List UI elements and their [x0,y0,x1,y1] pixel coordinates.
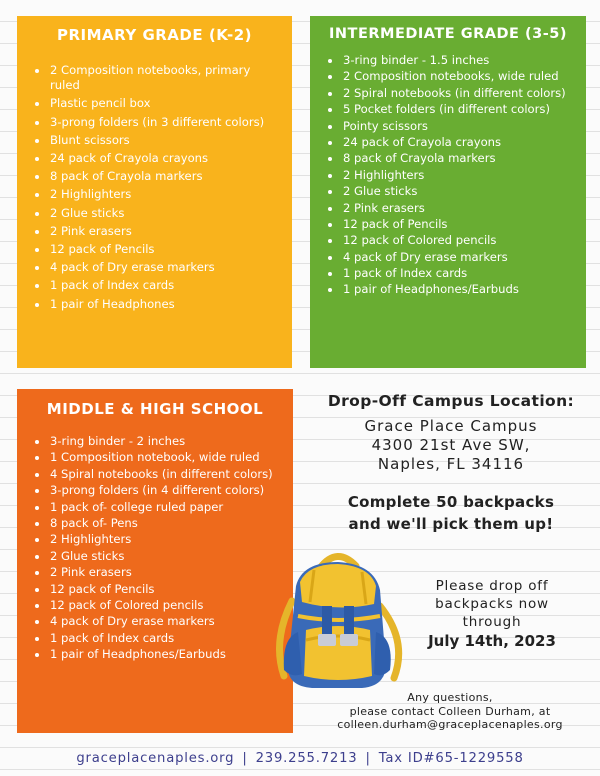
supply-list-item: 2 Pink erasers [31,224,278,239]
dropoff-deadline: July 14th, 2023 [428,632,556,650]
supply-list-item: 2 Highlighters [31,187,278,202]
contact-email: colleen.durham@graceplacenaples.org [337,718,563,731]
backpack-icon [262,546,412,696]
supply-list-item: 2 Glue sticks [31,206,278,221]
supply-list-item: 1 pack of Index cards [324,266,576,281]
intermediate-supply-list [310,53,586,298]
supply-list-item: Blunt scissors [31,133,278,148]
supply-list-item: 2 Glue sticks [324,184,576,199]
please-line-1: Please drop off [435,578,549,594]
supply-list-item: 1 pack of- college ruled paper [31,500,283,515]
supply-list-item: 24 pack of Crayola crayons [31,151,278,166]
complete-line-2: and we'll pick them up! [348,515,554,533]
questions-line-1: Any questions, [407,691,493,704]
tax-id: Tax ID#65-1229558 [378,751,524,766]
supply-list-item: Plastic pencil box [31,96,278,111]
campus-name: Grace Place Campus [364,417,538,435]
supply-list-item: 1 pair of Headphones/Earbuds [324,282,576,297]
please-line-2: backpacks now [435,596,549,612]
contact-info [300,691,600,732]
supply-list-item: 8 pack of Crayola markers [31,169,278,184]
phone-number[interactable]: 239.255.7213 [255,751,358,766]
supply-list-item: 3-prong folders (in 4 different colors) [31,483,283,498]
middle-high-school-panel [17,389,293,733]
supply-list-item: 12 pack of Colored pencils [31,598,283,613]
footer-separator: | [365,751,371,766]
questions-line-2: please contact Colleen Durham, at [349,704,551,718]
footer-separator: | [242,751,248,766]
supply-list-item: 4 pack of Dry erase markers [31,614,283,629]
supply-list-item: 1 pack of Index cards [31,278,278,293]
supply-list-item: 1 Composition notebook, wide ruled [31,450,283,465]
dropoff-instructions [412,577,572,631]
supply-list-item: 12 pack of Pencils [31,582,283,597]
primary-supply-list [17,63,292,312]
supply-list-item: 12 pack of Colored pencils [324,233,576,248]
website-link[interactable]: graceplacenaples.org [76,751,235,766]
intermediate-grade-title: INTERMEDIATE GRADE (3-5) [329,26,567,42]
supply-list-item: 2 Pink erasers [324,201,576,216]
supply-list-item: 2 Pink erasers [31,565,283,580]
supply-list-item: 4 Spiral notebooks (in different colors) [31,467,283,482]
middle-high-school-title: MIDDLE & HIGH SCHOOL [46,400,264,418]
supply-list-item: 8 pack of- Pens [31,516,283,531]
supply-list-item: 3-prong folders (in 3 different colors) [31,115,278,130]
supply-list-item: 1 pack of Index cards [31,631,283,646]
supply-list-item: 2 Highlighters [31,532,283,547]
supply-list-item: 12 pack of Pencils [31,242,278,257]
supply-list-item: 3-ring binder - 2 inches [31,434,283,449]
supply-list-item: Pointy scissors [324,119,576,134]
supply-list-item: 24 pack of Crayola crayons [324,135,576,150]
supply-list-item: 4 pack of Dry erase markers [31,260,278,275]
intermediate-grade-panel [310,16,586,368]
campus-street: 4300 21st Ave SW, [371,436,531,454]
supply-list-item: 2 Glue sticks [31,549,283,564]
please-line-3: through [462,614,522,630]
supply-list-item: 3-ring binder - 1.5 inches [324,53,576,68]
campus-city: Naples, FL 34116 [377,455,525,473]
primary-grade-title: PRIMARY GRADE (K-2) [56,26,253,44]
supply-list-item: 2 Highlighters [324,168,576,183]
middle-supply-list [17,434,293,662]
supply-list-item: 1 pair of Headphones [31,297,278,312]
footer [0,751,600,766]
supply-list-item: 2 Composition notebooks, wide ruled [324,69,576,84]
supply-list-item: 4 pack of Dry erase markers [324,250,576,265]
primary-grade-panel [17,16,292,368]
supply-list-item: 2 Spiral notebooks (in different colors) [324,86,576,101]
supply-list-item: 12 pack of Pencils [324,217,576,232]
supply-list-item: 5 Pocket folders (in different colors) [324,102,576,117]
supply-list-item: 8 pack of Crayola markers [324,151,576,166]
complete-backpacks-note [305,491,597,535]
dropoff-title: Drop-Off Campus Location: [327,392,575,410]
supply-list-item: 2 Composition notebooks, primary ruled [31,63,278,93]
supply-list-item: 1 pair of Headphones/Earbuds [31,647,283,662]
complete-line-1: Complete 50 backpacks [347,493,555,511]
